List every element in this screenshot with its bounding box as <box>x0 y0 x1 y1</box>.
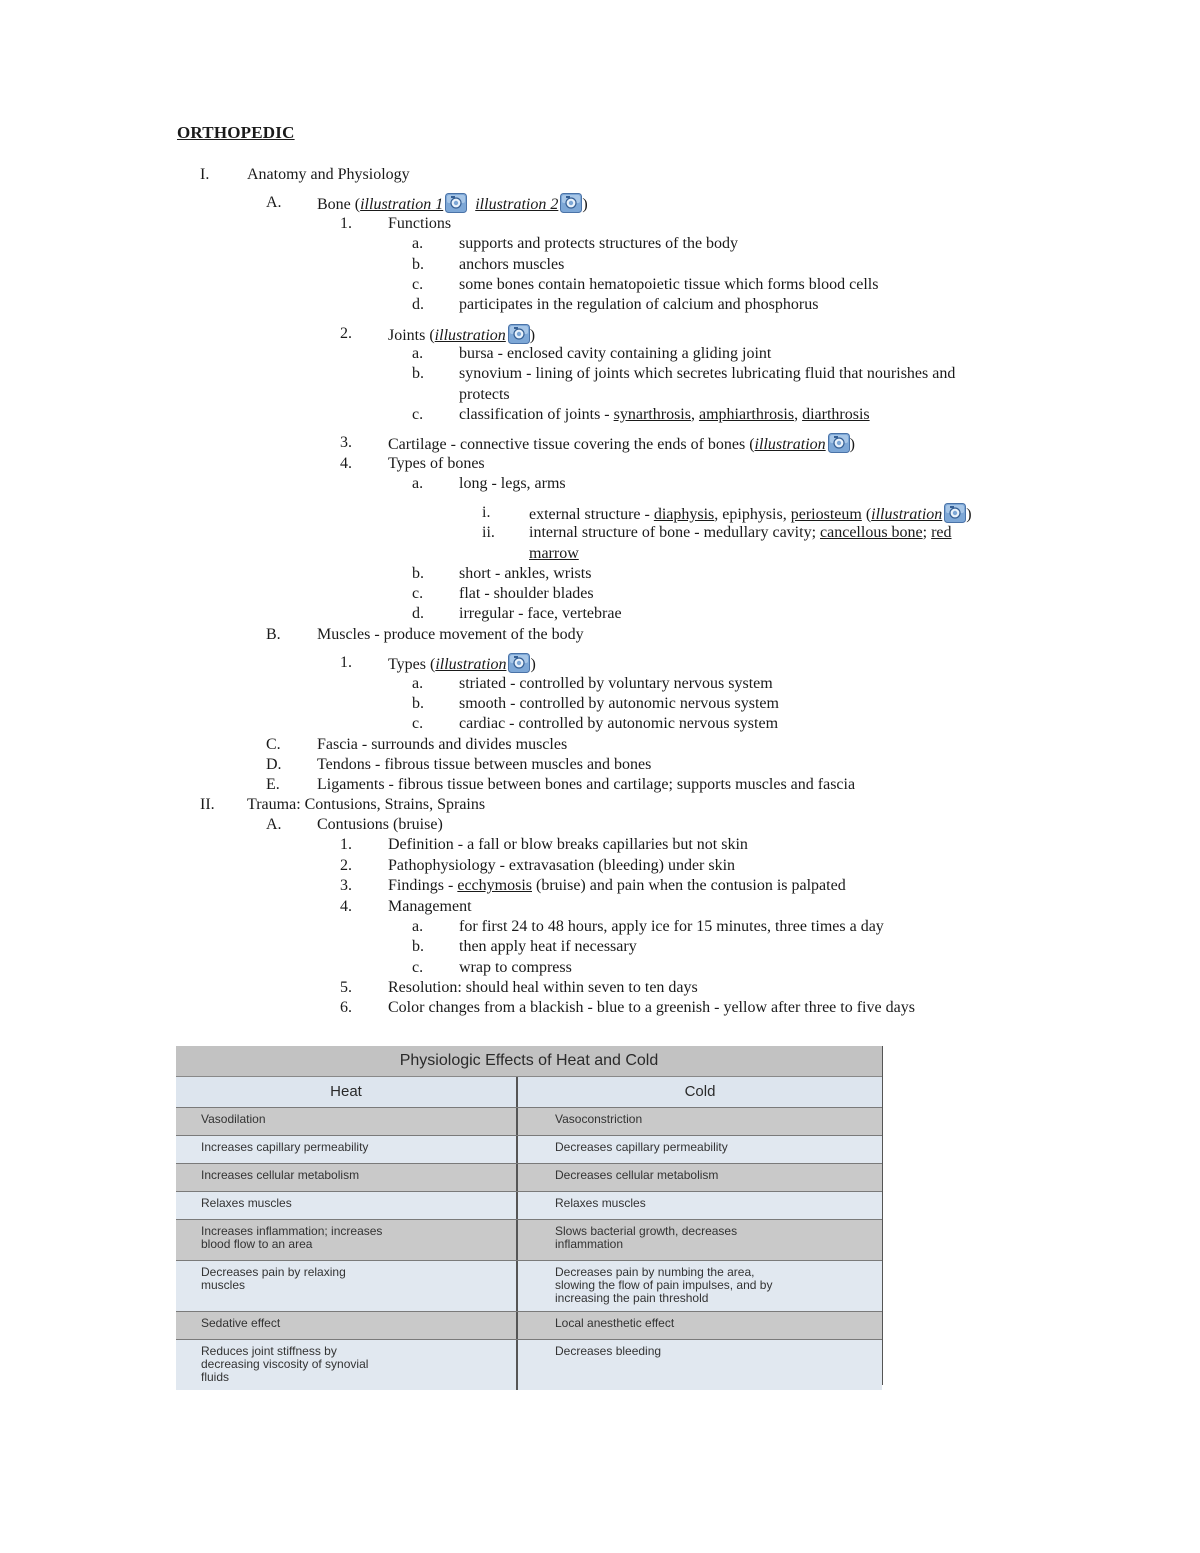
outline-marker: 1. <box>340 654 352 671</box>
outline-item-text <box>317 755 651 775</box>
outline-item-text <box>529 523 952 543</box>
text-segment: Contusions (bruise) <box>317 816 443 833</box>
outline-marker: C. <box>266 736 281 753</box>
outline-item-text <box>388 978 698 998</box>
table-row <box>176 1260 882 1311</box>
heat-cell: Reduces joint stiffness by decreasing viscosity of synovial fluids <box>176 1340 518 1390</box>
table-header-heat: Heat <box>176 1077 518 1107</box>
outline-marker: b. <box>412 938 424 955</box>
text-segment: Trauma: Contusions, Strains, Sprains <box>247 796 486 813</box>
camera-icon[interactable] <box>445 193 467 213</box>
text-segment: Findings - <box>388 877 458 894</box>
text-segment: , epiphysis, <box>714 506 791 523</box>
table-header-cold: Cold <box>684 1083 716 1100</box>
outline-item-text <box>459 344 771 364</box>
text-segment: Cartilage - connective tissue covering the ends of bones ( <box>388 436 755 453</box>
outline-item-text <box>459 714 778 734</box>
text-segment: Bone ( <box>317 196 361 213</box>
text-segment: supports and protects structures of the body <box>459 235 739 252</box>
outline-marker: c. <box>412 715 424 732</box>
text-segment: Types of bones <box>388 455 485 472</box>
text-segment: protects <box>459 386 510 403</box>
text-segment: striated - controlled by voluntary nervous system <box>459 675 773 692</box>
table-row <box>176 1219 882 1260</box>
camera-icon[interactable] <box>560 193 582 213</box>
text-segment: wrap to compress <box>459 959 572 976</box>
text-segment: cardiac - controlled by autonomic nervous system <box>459 715 779 732</box>
text-segment: ; <box>922 524 932 541</box>
text-segment: ) <box>849 436 855 453</box>
outline-marker: 2. <box>340 857 352 874</box>
outline-item-text <box>388 998 915 1018</box>
heat-cell: Increases capillary permeability <box>176 1136 518 1163</box>
term-link[interactable]: marrow <box>529 545 579 562</box>
outline-item-text <box>388 454 485 474</box>
outline-marker: 4. <box>340 898 352 915</box>
text-segment: then apply heat if necessary <box>459 938 637 955</box>
cold-cell: Decreases capillary permeability <box>555 1140 728 1154</box>
heat-cell: Increases inflammation; increases blood flow to an area <box>176 1220 518 1260</box>
term-link[interactable]: amphiarthrosis <box>698 406 795 423</box>
outline-item-text <box>459 364 955 384</box>
text-segment: Color changes from a blackish - blue to a greenish - yellow after three to five days <box>388 999 915 1016</box>
text-segment: Anatomy and Physiology <box>247 166 410 183</box>
text-segment: participates in the regulation of calcium and phosphorus <box>459 296 819 313</box>
heat-cold-table <box>176 1046 883 1385</box>
outline-marker: a. <box>412 235 424 252</box>
illustration-link[interactable]: illustration <box>434 327 506 344</box>
outline-marker: ii. <box>482 524 495 541</box>
outline-item-text <box>388 835 748 855</box>
outline-item-text <box>388 324 535 346</box>
outline-item-text <box>247 795 485 815</box>
text-segment: Muscles - produce movement of the body <box>317 626 584 643</box>
outline-marker: 6. <box>340 999 352 1016</box>
text-segment: external structure - <box>529 506 654 523</box>
term-link[interactable]: cancellous bone <box>820 524 923 541</box>
text-segment: flat - shoulder blades <box>459 585 594 602</box>
outline-item-text <box>388 433 855 455</box>
outline-item-text <box>459 674 773 694</box>
illustration-link[interactable]: illustration <box>871 506 943 523</box>
table-row <box>176 1311 882 1339</box>
cold-cell: Relaxes muscles <box>555 1196 646 1210</box>
camera-icon[interactable] <box>944 503 966 523</box>
text-segment: (bruise) and pain when the contusion is palpated <box>532 877 846 894</box>
table-row <box>176 1339 882 1390</box>
heat-cell: Decreases pain by relaxing muscles <box>176 1261 518 1311</box>
text-segment: ) <box>582 196 588 213</box>
text-segment: long - legs, arms <box>459 475 566 492</box>
outline-marker: d. <box>412 296 424 313</box>
text-segment: smooth - controlled by autonomic nervous system <box>459 695 779 712</box>
table-row <box>176 1163 882 1191</box>
text-segment: , <box>794 406 803 423</box>
illustration-link[interactable]: illustration <box>435 656 507 673</box>
camera-icon[interactable] <box>508 653 530 673</box>
camera-icon[interactable] <box>828 433 850 453</box>
outline-item-text <box>247 165 410 185</box>
illustration-link[interactable]: illustration 2 <box>475 196 559 213</box>
outline-marker: c. <box>412 959 424 976</box>
camera-icon[interactable] <box>508 324 530 344</box>
text-segment: classification of joints - <box>459 406 614 423</box>
text-segment: , <box>690 406 699 423</box>
illustration-link[interactable]: illustration 1 <box>360 196 444 213</box>
outline-item-text <box>388 653 536 675</box>
text-segment: ) <box>529 327 536 344</box>
text-segment: anchors muscles <box>459 256 565 273</box>
outline-item-text <box>459 234 738 254</box>
outline-marker: c. <box>412 406 424 423</box>
text-segment: Definition - a fall or blow breaks capillaries but not skin <box>388 836 748 853</box>
outline-marker: c. <box>412 585 424 602</box>
heat-cell: Increases cellular metabolism <box>176 1164 518 1191</box>
outline-item-text <box>459 385 510 405</box>
outline-marker: b. <box>412 365 424 382</box>
term-link[interactable]: diarthrosis <box>802 406 870 423</box>
text-segment: ( <box>861 506 872 523</box>
outline-marker: a. <box>412 475 424 492</box>
outline-marker: B. <box>266 626 281 643</box>
cold-cell: Vasoconstriction <box>555 1112 643 1126</box>
term-link[interactable]: red <box>931 524 952 541</box>
outline-item-text <box>317 815 443 835</box>
text-segment: irregular - face, vertebrae <box>459 605 622 622</box>
cold-cell: Decreases bleeding <box>555 1344 662 1358</box>
outline-item-text <box>459 958 572 978</box>
text-segment: Types ( <box>388 656 436 673</box>
text-segment: ) <box>530 656 536 673</box>
outline-marker: D. <box>266 756 282 773</box>
outline-marker: b. <box>412 695 424 712</box>
document-title: ORTHOPEDIC <box>177 123 295 142</box>
term-link[interactable]: synarthrosis <box>613 406 691 423</box>
table-row <box>176 1191 882 1219</box>
table-header-row <box>176 1076 882 1107</box>
outline-item-text <box>529 503 972 525</box>
term-link[interactable]: periosteum <box>790 506 862 523</box>
outline-item-text <box>317 193 588 215</box>
outline-marker: a. <box>412 918 424 935</box>
term-link[interactable]: diaphysis <box>653 506 715 523</box>
text-segment: internal structure of bone - medullary cavity; <box>529 524 821 541</box>
outline-marker: A. <box>266 194 282 211</box>
cold-cell: Slows bacterial growth, decreases inflammation <box>555 1224 738 1251</box>
text-segment: Joints ( <box>388 327 435 344</box>
heat-cell: Relaxes muscles <box>176 1192 518 1219</box>
text-segment: synovium - lining of joints which secretes lubricating fluid that nourishes and <box>459 365 956 382</box>
outline-item-text <box>459 584 594 604</box>
outline-item-text <box>529 544 579 564</box>
text-segment: Functions <box>388 215 452 232</box>
outline-item-text <box>317 775 855 795</box>
outline-marker: a. <box>412 345 424 362</box>
outline-marker: 1. <box>340 215 352 232</box>
text-segment: some bones contain hematopoietic tissue which forms blood cells <box>459 276 879 293</box>
outline-item-text <box>459 917 884 937</box>
outline-item-text <box>459 255 564 275</box>
outline-item-text <box>317 625 584 645</box>
outline-marker: c. <box>412 276 424 293</box>
outline-marker: b. <box>412 565 424 582</box>
cold-cell: Decreases pain by numbing the area, slowing the flow of pain impulses, and by increasing the pain threshold <box>555 1265 773 1305</box>
cold-cell: Decreases cellular metabolism <box>555 1168 719 1182</box>
outline-item-text <box>459 937 637 957</box>
outline-marker: I. <box>200 166 210 183</box>
outline-marker: b. <box>412 256 424 273</box>
outline-item-text <box>459 405 870 425</box>
outline-item-text <box>388 897 472 917</box>
text-segment: Fascia - surrounds and divides muscles <box>317 736 568 753</box>
outline-marker: II. <box>200 796 215 813</box>
heat-cell: Sedative effect <box>176 1312 518 1339</box>
outline-item-text <box>459 275 878 295</box>
outline-item-text <box>459 694 779 714</box>
outline-marker: 2. <box>340 325 352 342</box>
outline-marker: d. <box>412 605 424 622</box>
outline-marker: 3. <box>340 434 352 451</box>
table-body <box>176 1107 882 1390</box>
outline-item-text <box>388 856 735 876</box>
text-segment: for first 24 to 48 hours, apply ice for 15 minutes, three times a day <box>459 918 884 935</box>
outline-item-text <box>459 604 622 624</box>
outline-marker: 4. <box>340 455 352 472</box>
text-segment: Resolution: should heal within seven to ten days <box>388 979 698 996</box>
outline-marker: E. <box>266 776 280 793</box>
outline-item-text <box>388 214 451 234</box>
outline-marker: 1. <box>340 836 352 853</box>
outline-item-text <box>459 564 591 584</box>
outline-item-text <box>388 876 846 896</box>
outline-item-text <box>459 295 818 315</box>
heat-cell: Vasodilation <box>176 1108 518 1135</box>
outline-marker: 3. <box>340 877 352 894</box>
cold-cell: Local anesthetic effect <box>555 1316 675 1330</box>
text-segment: Ligaments - fibrous tissue between bones and cartilage; supports muscles and fascia <box>317 776 856 793</box>
text-segment: Management <box>388 898 472 915</box>
text-segment: Tendons - fibrous tissue between muscles and bones <box>317 756 652 773</box>
term-link[interactable]: ecchymosis <box>457 877 532 894</box>
illustration-link[interactable]: illustration <box>754 436 826 453</box>
text-segment: bursa - enclosed cavity containing a gliding joint <box>459 345 772 362</box>
table-caption: Physiologic Effects of Heat and Cold <box>176 1046 882 1076</box>
outline-marker: 5. <box>340 979 352 996</box>
text-segment: ) <box>966 506 972 523</box>
outline-item-text <box>317 735 567 755</box>
outline-marker: i. <box>482 504 491 521</box>
table-row <box>176 1107 882 1135</box>
text-segment: Pathophysiology - extravasation (bleeding) under skin <box>388 857 736 874</box>
outline-marker: a. <box>412 675 424 692</box>
outline-marker: A. <box>266 816 282 833</box>
outline-item-text <box>459 474 566 494</box>
table-row <box>176 1135 882 1163</box>
text-segment: short - ankles, wrists <box>459 565 592 582</box>
